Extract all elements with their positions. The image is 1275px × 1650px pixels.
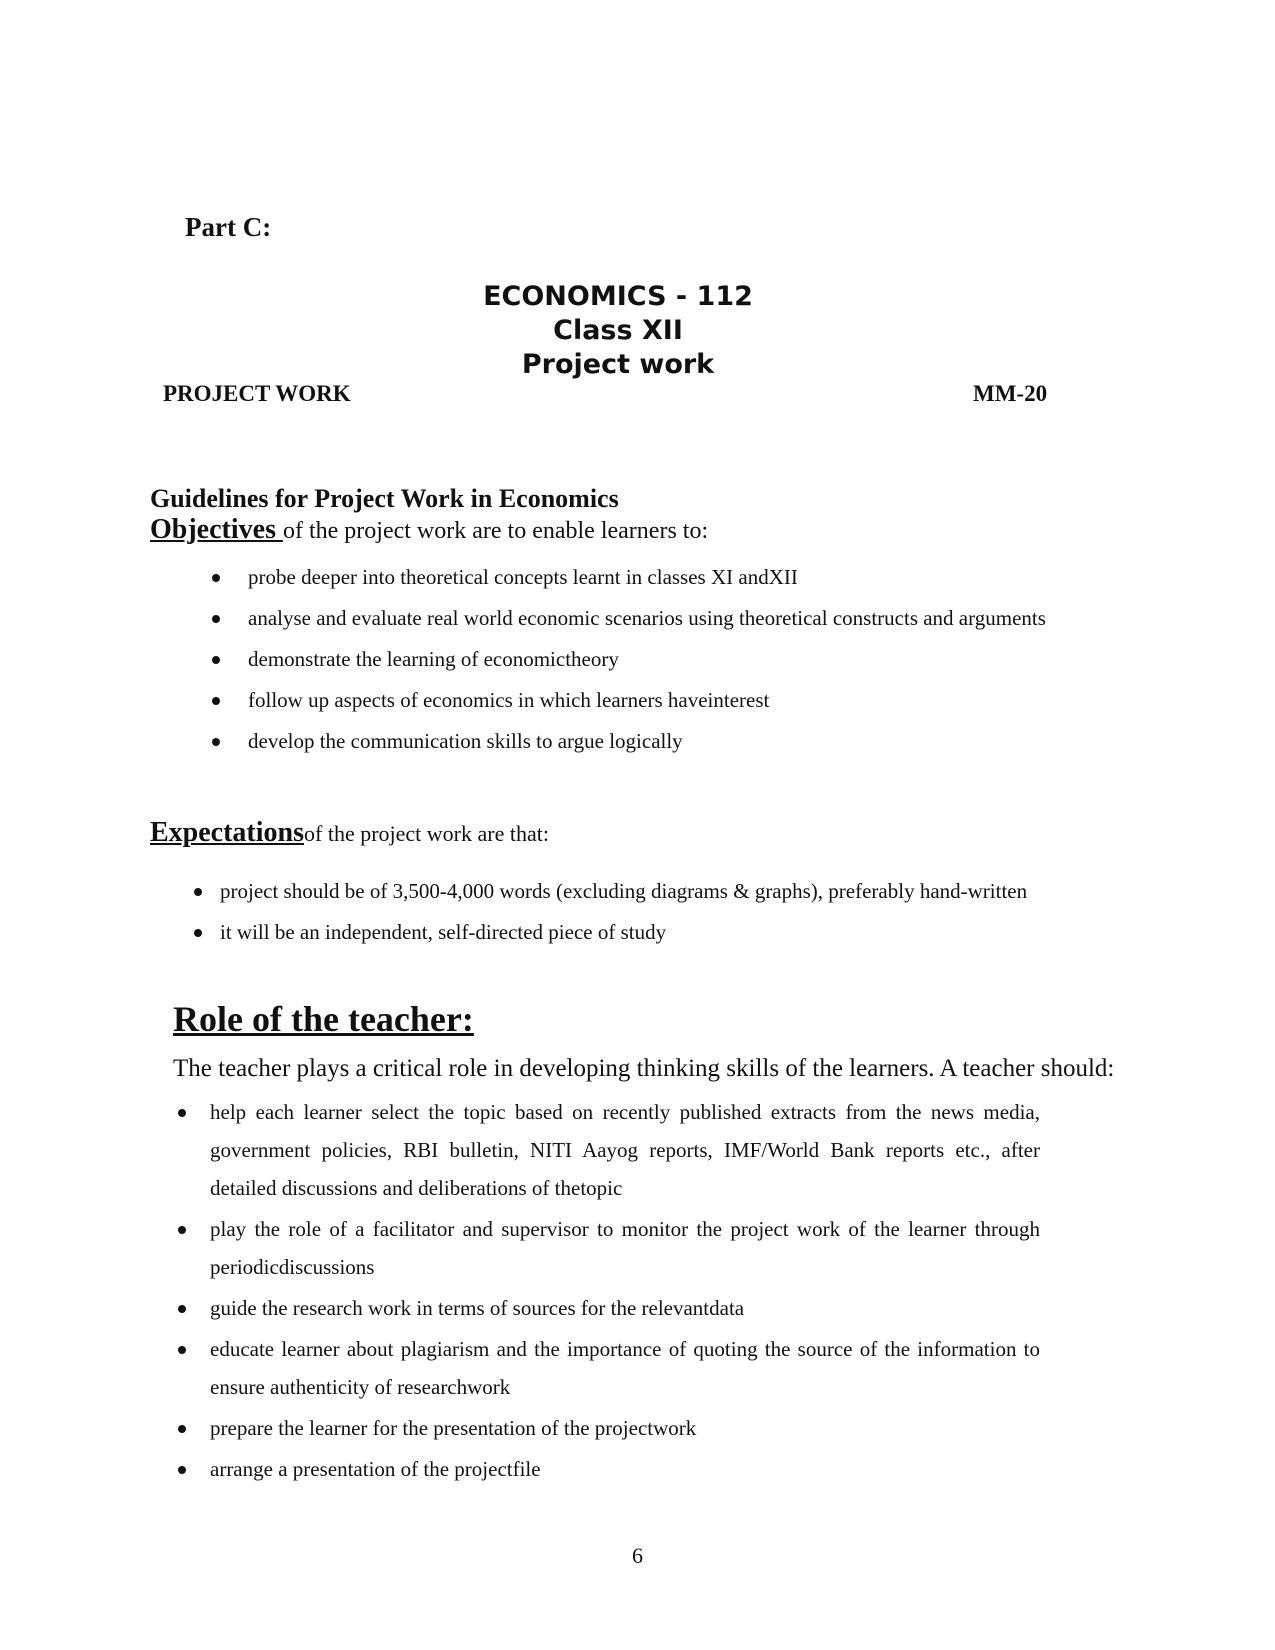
document-title [0, 280, 1236, 382]
list-item: it will be an independent, self-directed piece of study [220, 913, 1050, 951]
list-item: educate learner about plagiarism and the importance of quoting the source of the information to ensure authenticity of researchwork [210, 1330, 1040, 1406]
list-item: analyse and evaluate real world economic scenarios using theoretical constructs and arguments [248, 599, 1058, 637]
list-item: arrange a presentation of the projectfile [210, 1450, 1040, 1488]
bullet-icon [194, 888, 202, 896]
max-marks-label: MM-20 [973, 381, 1048, 406]
list-item: follow up aspects of economics in which learners haveinterest [248, 681, 1058, 719]
list-item: play the role of a facilitator and supervisor to monitor the project work of the learner through periodicdiscussions [210, 1210, 1040, 1286]
bullet-icon [194, 929, 202, 937]
title-project: Project work [521, 349, 715, 380]
list-item: project should be of 3,500-4,000 words (excluding diagrams & graphs), preferably hand-written [220, 872, 1050, 910]
expectations-line [150, 817, 549, 849]
page-number: 6 [632, 1543, 643, 1568]
bullet-icon [178, 1346, 186, 1354]
role-heading: Role of the teacher: [173, 999, 474, 1039]
bullet-icon [212, 738, 220, 746]
bullet-icon [178, 1109, 186, 1117]
part-label: Part C: [185, 212, 272, 242]
list-item: guide the research work in terms of sources for the relevantdata [210, 1289, 1040, 1327]
list-item: demonstrate the learning of economictheory [248, 640, 1058, 678]
objectives-line [150, 514, 708, 546]
bullet-icon [212, 697, 220, 705]
bullet-icon [212, 615, 220, 623]
bullet-icon [212, 574, 220, 582]
project-work-label: PROJECT WORK [163, 381, 351, 406]
list-item: help each learner select the topic based on recently published extracts from the news media, government policies, RBI bulletin, NITI Aayog reports, IMF/World Bank reports etc., after detailed discussions and deliberations of thetopic [210, 1093, 1040, 1207]
title-class: Class XII [553, 315, 683, 346]
objectives-intro: of the project work are to enable learners to: [282, 518, 709, 544]
expectations-intro: of the project work are that: [304, 821, 549, 846]
bullet-icon [178, 1425, 186, 1433]
title-subject: ECONOMICS - 112 [483, 281, 753, 312]
role-list [210, 1093, 1040, 1491]
guidelines-heading: Guidelines for Project Work in Economics [150, 484, 619, 513]
bullet-icon [178, 1305, 186, 1313]
expectations-list [220, 872, 1050, 954]
role-intro: The teacher plays a critical role in developing thinking skills of the learners. A teacher should: [173, 1055, 1115, 1082]
bullet-icon [178, 1226, 186, 1234]
bullet-icon [178, 1466, 186, 1474]
list-item: develop the communication skills to argue logically [248, 722, 1058, 760]
expectations-heading: Expectations [150, 817, 304, 848]
list-item: prepare the learner for the presentation of the projectwork [210, 1409, 1040, 1447]
bullet-icon [212, 656, 220, 664]
list-item: probe deeper into theoretical concepts learnt in classes XI andXII [248, 558, 1058, 596]
objectives-list [248, 558, 1058, 763]
objectives-heading: Objectives [150, 514, 283, 545]
